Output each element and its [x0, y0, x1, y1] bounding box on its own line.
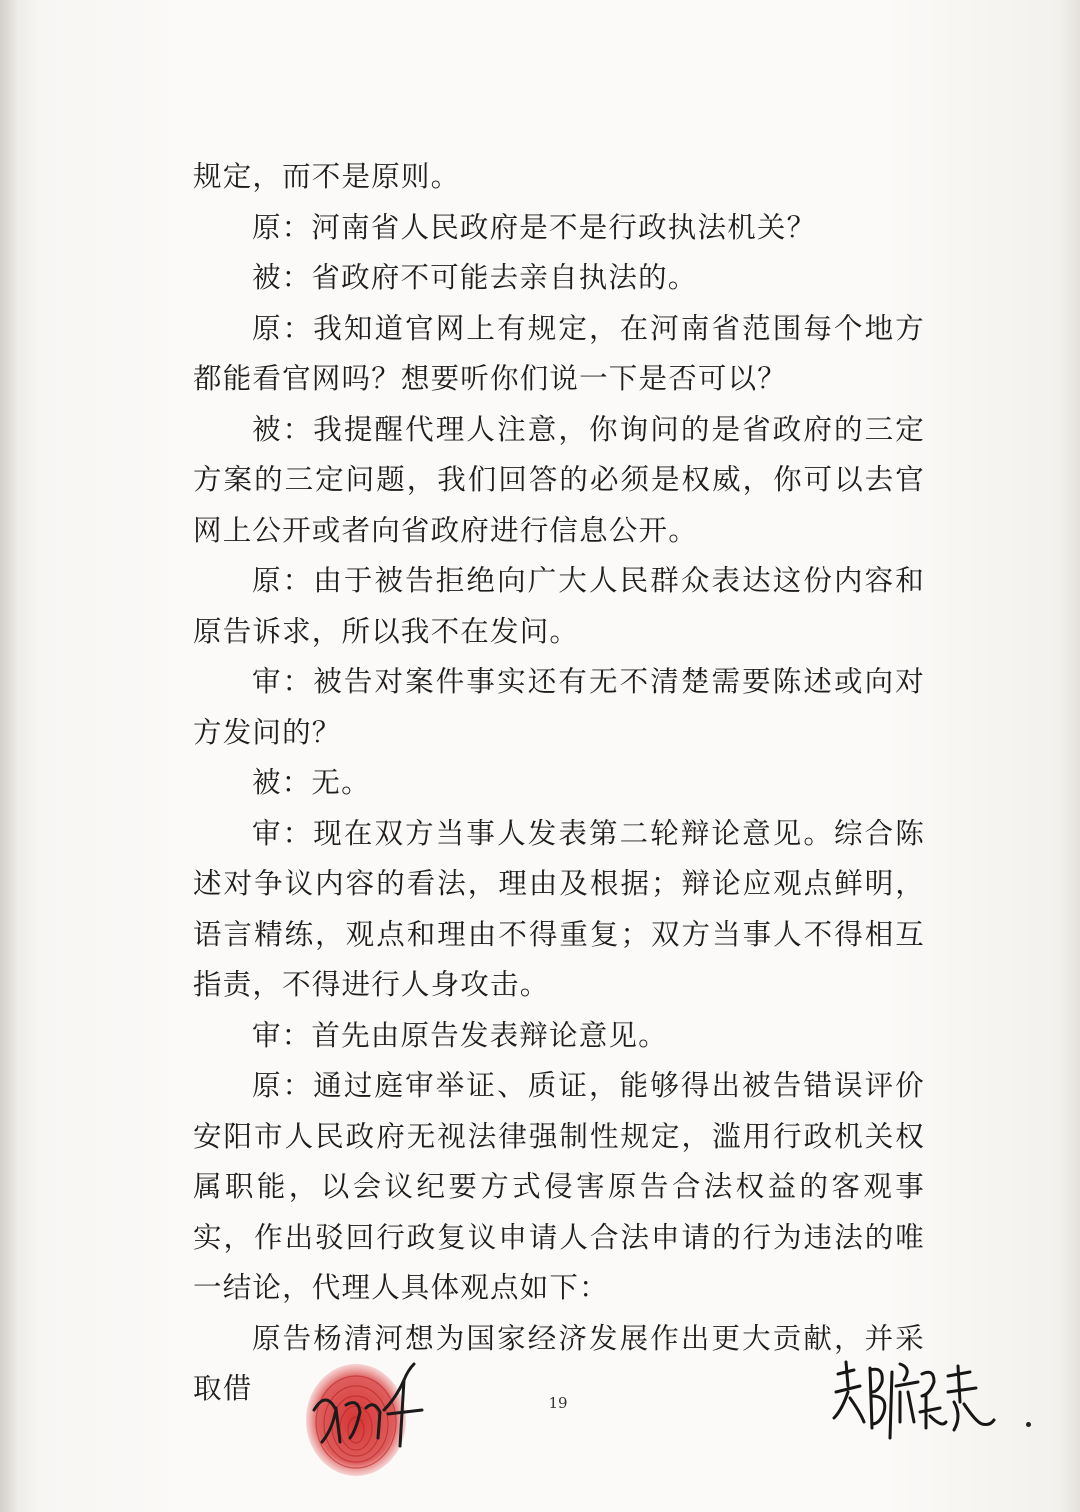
red-fingerprint-seal-with-signature: [296, 1350, 436, 1480]
paragraph-1: 规定，而不是原则。: [193, 160, 461, 193]
paragraph-2: 原：河南省人民政府是不是行政执法机关？: [252, 210, 817, 244]
paragraph-8: 被：无。: [252, 766, 371, 799]
paragraph-5: 被：我提醒代理人注意，你询问的是省政府的三定方案的三定问题，我们回答的必须是权威，你可以去官网上公开或者向省政府进行信息公开。: [193, 412, 925, 547]
paragraph-10: 审：首先由原告发表辩论意见。: [252, 1018, 668, 1052]
paragraph-7: 审：被告对案件事实还有无不清楚需要陈述或向对方发问的？: [193, 665, 925, 749]
paragraph-4: 原：我知道官网上有规定，在河南省范围每个地方都能看官网吗？想要听你们说一下是否可以？: [193, 311, 925, 395]
paragraph-3: 被：省政府不可能去亲自执法的。: [252, 261, 698, 294]
ink-dot: [1026, 1422, 1031, 1427]
paragraph-12: 原告杨清河想为国家经济发展作出更大贡献，并采取借: [193, 1321, 925, 1405]
paragraph-6: 原：由于被告拒绝向广大人民群众表达这份内容和原告诉求，所以我不在发问。: [193, 564, 925, 648]
document-body: [193, 152, 925, 1415]
page-edge-shadow: [0, 0, 18, 1512]
handwritten-signature: [830, 1352, 1000, 1452]
page-number: 19: [548, 1394, 568, 1412]
paragraph-9: 审：现在双方当事人发表第二轮辩论意见。综合陈述对争议内容的看法，理由及根据；辩论应观点鲜明，语言精练，观点和理由不得重复；双方当事人不得相互指责，不得进行人身攻击。: [193, 816, 925, 1001]
paragraph-11: 原：通过庭审举证、质证，能够得出被告错误评价安阳市人民政府无视法律强制性规定，滥用行政机关权属职能，以会议纪要方式侵害原告合法权益的客观事实，作出驳回行政复议申请人合法申请的行为违法的唯一结论，代理人具体观点如下：: [193, 1069, 925, 1304]
